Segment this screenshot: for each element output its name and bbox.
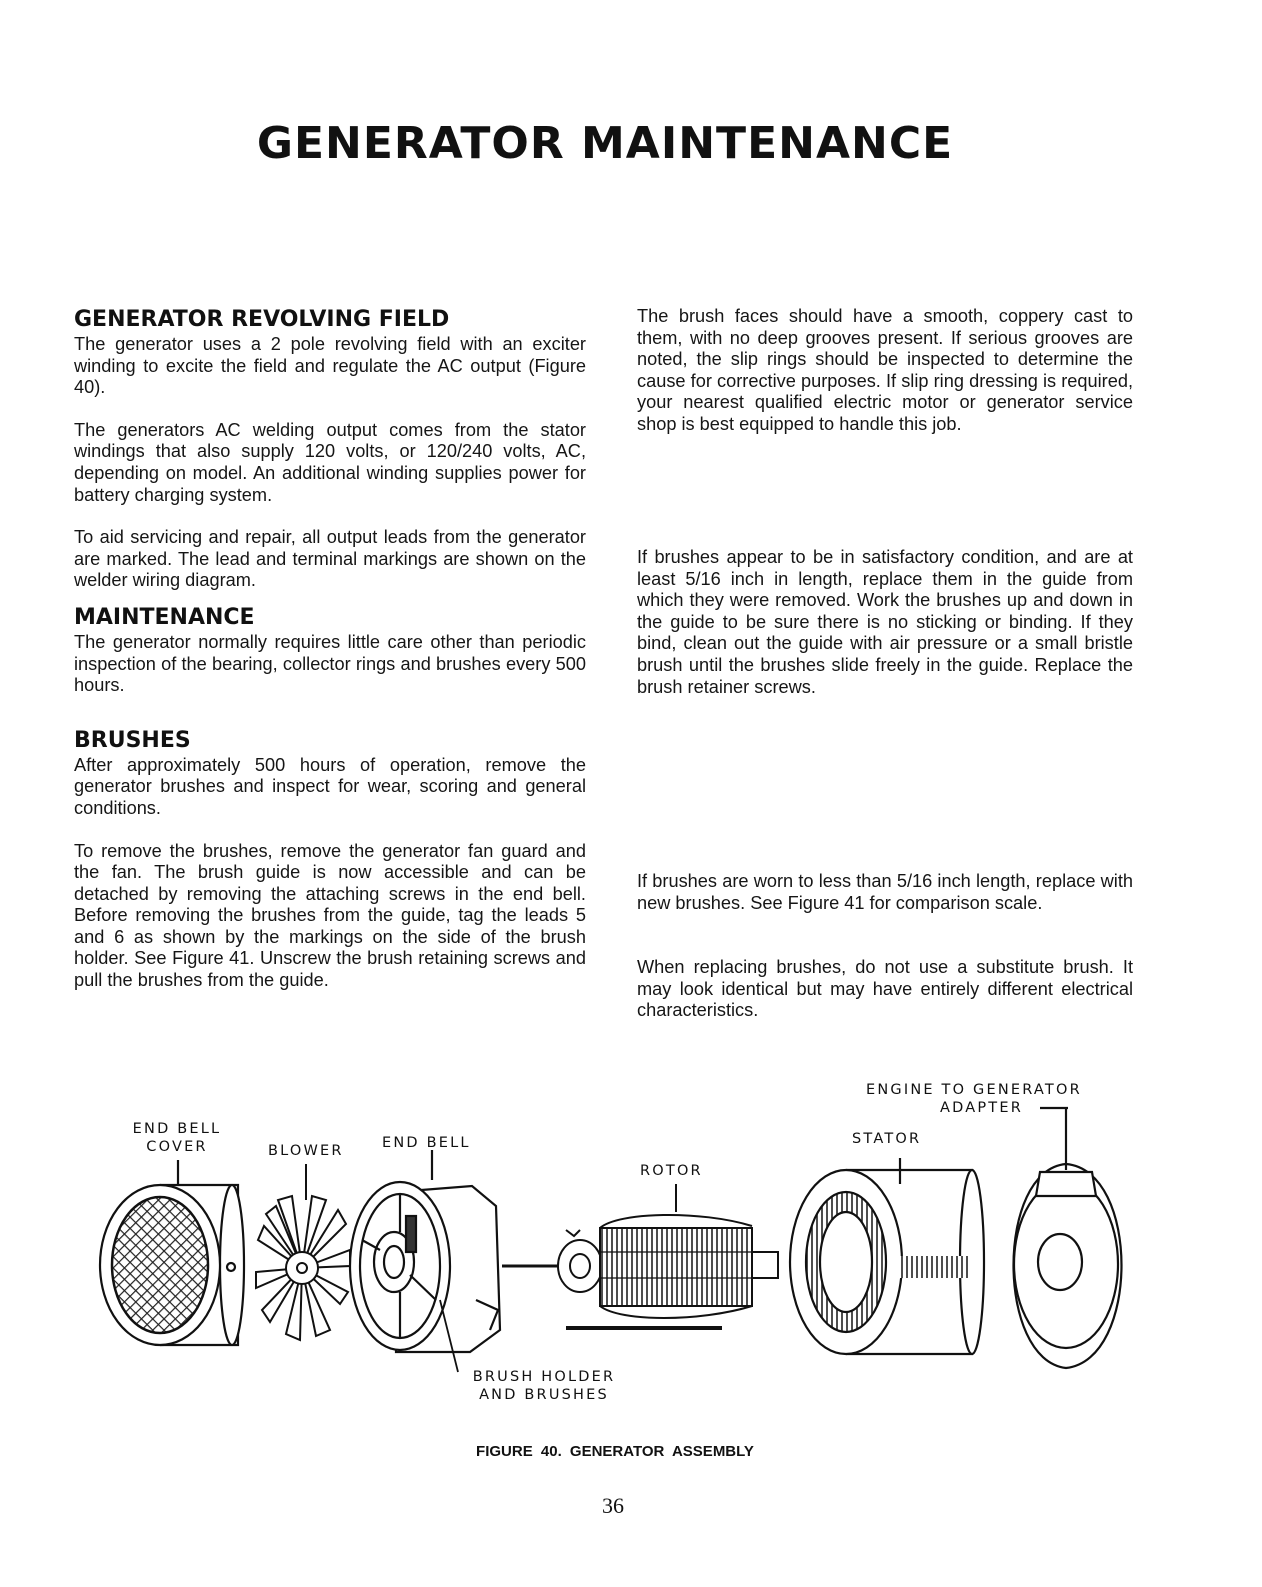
end-bell-cover-drawing [100, 1160, 244, 1345]
label-end-bell-cover [132, 1120, 222, 1156]
heading-brushes: BRUSHES [74, 727, 191, 753]
heading-revolving-field: GENERATOR REVOLVING FIELD [74, 307, 450, 332]
paragraph: To aid servicing and repair, all output leads from the generator are marked. The lead and terminal markings are shown on the welder wiring diagram. [74, 527, 586, 591]
stator-drawing [790, 1158, 984, 1354]
label-stator: STATOR [852, 1131, 922, 1147]
paragraph: To remove the brushes, remove the generator fan guard and the fan. The brush guide is now accessible and can be detached by removing the attaching screws in the end bell. Before removing the brushes from the guide, tag the leads 5 and 6 as shown by the markings on the side of the brush holder. See Figure 41. Unscrew the brush retaining screws and pull the brushes from the guide. [74, 840, 586, 991]
paragraph: If brushes are worn to less than 5/16 inch length, replace with new brushes. See Figure 41 for comparison scale. [637, 871, 1133, 913]
label-end-bell-cover-line-2: COVER [146, 1139, 208, 1155]
page-number: 36 [602, 1493, 624, 1518]
paragraph: The generators AC welding output comes from the stator windings that also supply 120 volts, or 120/240 volts, AC, depending on model. An additional winding supplies power for battery charging system. [74, 419, 586, 505]
heading-maintenance: MAINTENANCE [74, 604, 255, 630]
figure-caption: FIGURE 40. GENERATOR ASSEMBLY [476, 1443, 754, 1460]
blower-drawing [256, 1164, 350, 1340]
paragraph: The generator normally requires little care other than periodic inspection of the bearing, collector rings and brushes every 500 hours. [74, 631, 586, 696]
paragraph: The generator uses a 2 pole revolving field with an exciter winding to excite the field and regulate the AC output (Figure 40). [74, 334, 586, 398]
paragraph: The brush faces should have a smooth, coppery cast to them, with no deep grooves present. If serious grooves are noted, the slip rings should be inspected to determine the cause for corrective purposes. If slip ring dressing is required, your nearest qualified electric motor or generator service shop is best equipped to handle this job. [637, 306, 1133, 434]
rotor-drawing [502, 1184, 778, 1328]
label-engine-adapter-line-2: ADAPTER [940, 1100, 1023, 1116]
label-engine-adapter-line-1: ENGINE TO GENERATOR [866, 1082, 1082, 1098]
label-end-bell: END BELL [382, 1135, 471, 1151]
label-blower: BLOWER [268, 1143, 344, 1159]
label-brush-holder [460, 1368, 628, 1404]
paragraph: If brushes appear to be in satisfactory condition, and are at least 5/16 inch in length, replace them in the guide from which they were removed. Work the brushes up and down in the guide to be sure there is no sticking or binding. If they bind, clean out the guide with air pressure or a small bristle brush until the brushes slide freely in the guide. Replace the brush retainer screws. [637, 547, 1133, 697]
label-engine-adapter [866, 1081, 1126, 1117]
paragraph: When replacing brushes, do not use a substitute brush. It may look identical but may have entirely different electrical characteristics. [637, 957, 1133, 1021]
label-brush-holder-line-1: BRUSH HOLDER [472, 1369, 616, 1385]
page-title: GENERATOR MAINTENANCE [256, 118, 954, 169]
label-brush-holder-line-2: AND BRUSHES [479, 1387, 609, 1403]
label-end-bell-cover-line-1: END BELL [132, 1121, 222, 1137]
end-bell-drawing [350, 1150, 500, 1352]
adapter-drawing [1014, 1108, 1122, 1368]
label-rotor: ROTOR [640, 1163, 703, 1179]
paragraph: After approximately 500 hours of operation, remove the generator brushes and inspect for wear, scoring and general conditions. [74, 754, 586, 818]
